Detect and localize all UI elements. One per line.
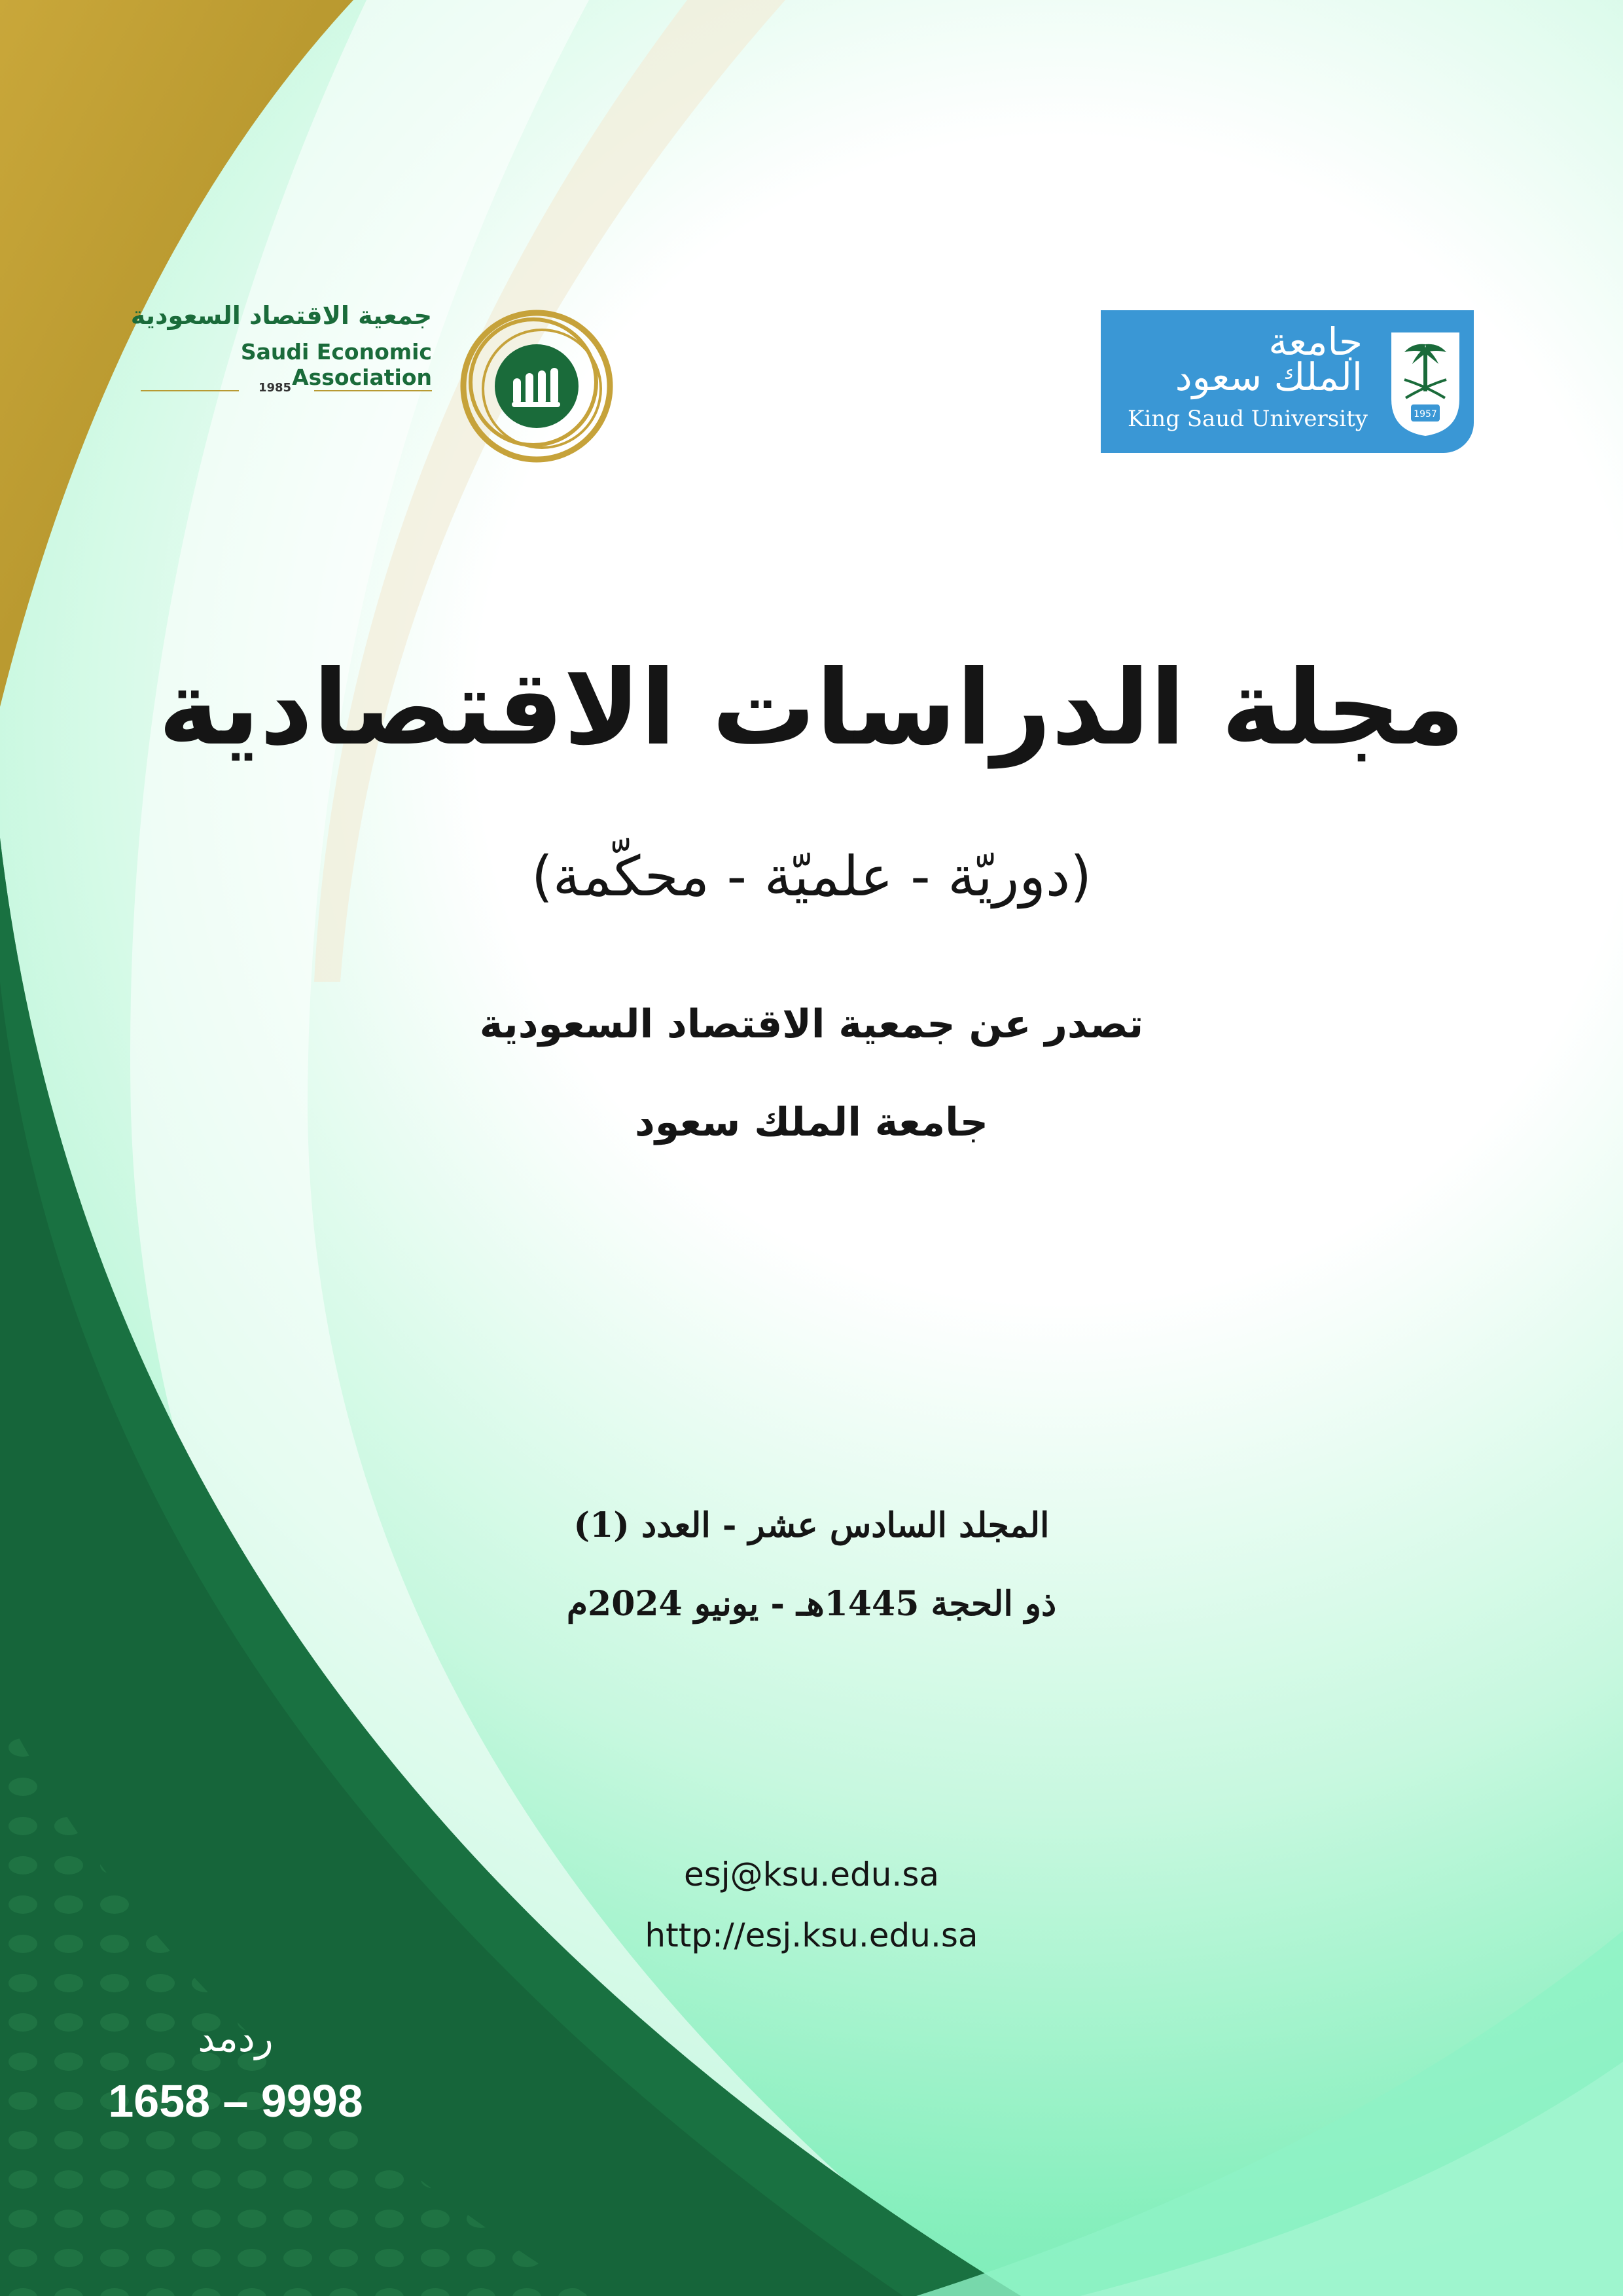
sea-founding-year: 1985 <box>258 381 292 395</box>
journal-subtitle: (دوريّة - علميّة - محكّمة) <box>531 844 1092 908</box>
contact-email[interactable]: esj@ksu.edu.sa <box>683 1856 940 1893</box>
ksu-seal-year: 1957 <box>1414 409 1437 420</box>
issue-date-line: ذو الحجة 1445هـ - يونيو 2024م <box>566 1584 1057 1624</box>
sea-name-arabic: جمعية الاقتصاد السعودية <box>130 301 432 330</box>
volume-issue-line: المجلد السادس عشر - العدد (1) <box>573 1505 1050 1545</box>
ksu-name-arabic-line1: جامعة <box>1268 319 1363 364</box>
contact-website[interactable]: http://esj.ksu.edu.sa <box>645 1916 978 1954</box>
publisher-line-1: تصدر عن جمعية الاقتصاد السعودية <box>479 1001 1144 1047</box>
sea-name-english: Saudi Economic Association <box>240 339 432 390</box>
ksu-logo <box>1101 310 1474 453</box>
issn-label: ردمد <box>198 2016 274 2060</box>
journal-title: مجلة الدراسات الاقتصادية <box>158 648 1465 768</box>
sea-emblem-icon <box>458 308 615 465</box>
publisher-line-2: جامعة الملك سعود <box>635 1100 988 1145</box>
palm-swords-emblem-icon <box>1386 327 1465 439</box>
ksu-name-arabic-line2: الملك سعود <box>1175 355 1363 399</box>
issn-number: 1658 – 9998 <box>108 2075 363 2126</box>
ksu-name-english: King Saud University <box>1128 406 1368 432</box>
sea-logo <box>118 301 641 471</box>
sea-rule-right <box>314 390 432 391</box>
